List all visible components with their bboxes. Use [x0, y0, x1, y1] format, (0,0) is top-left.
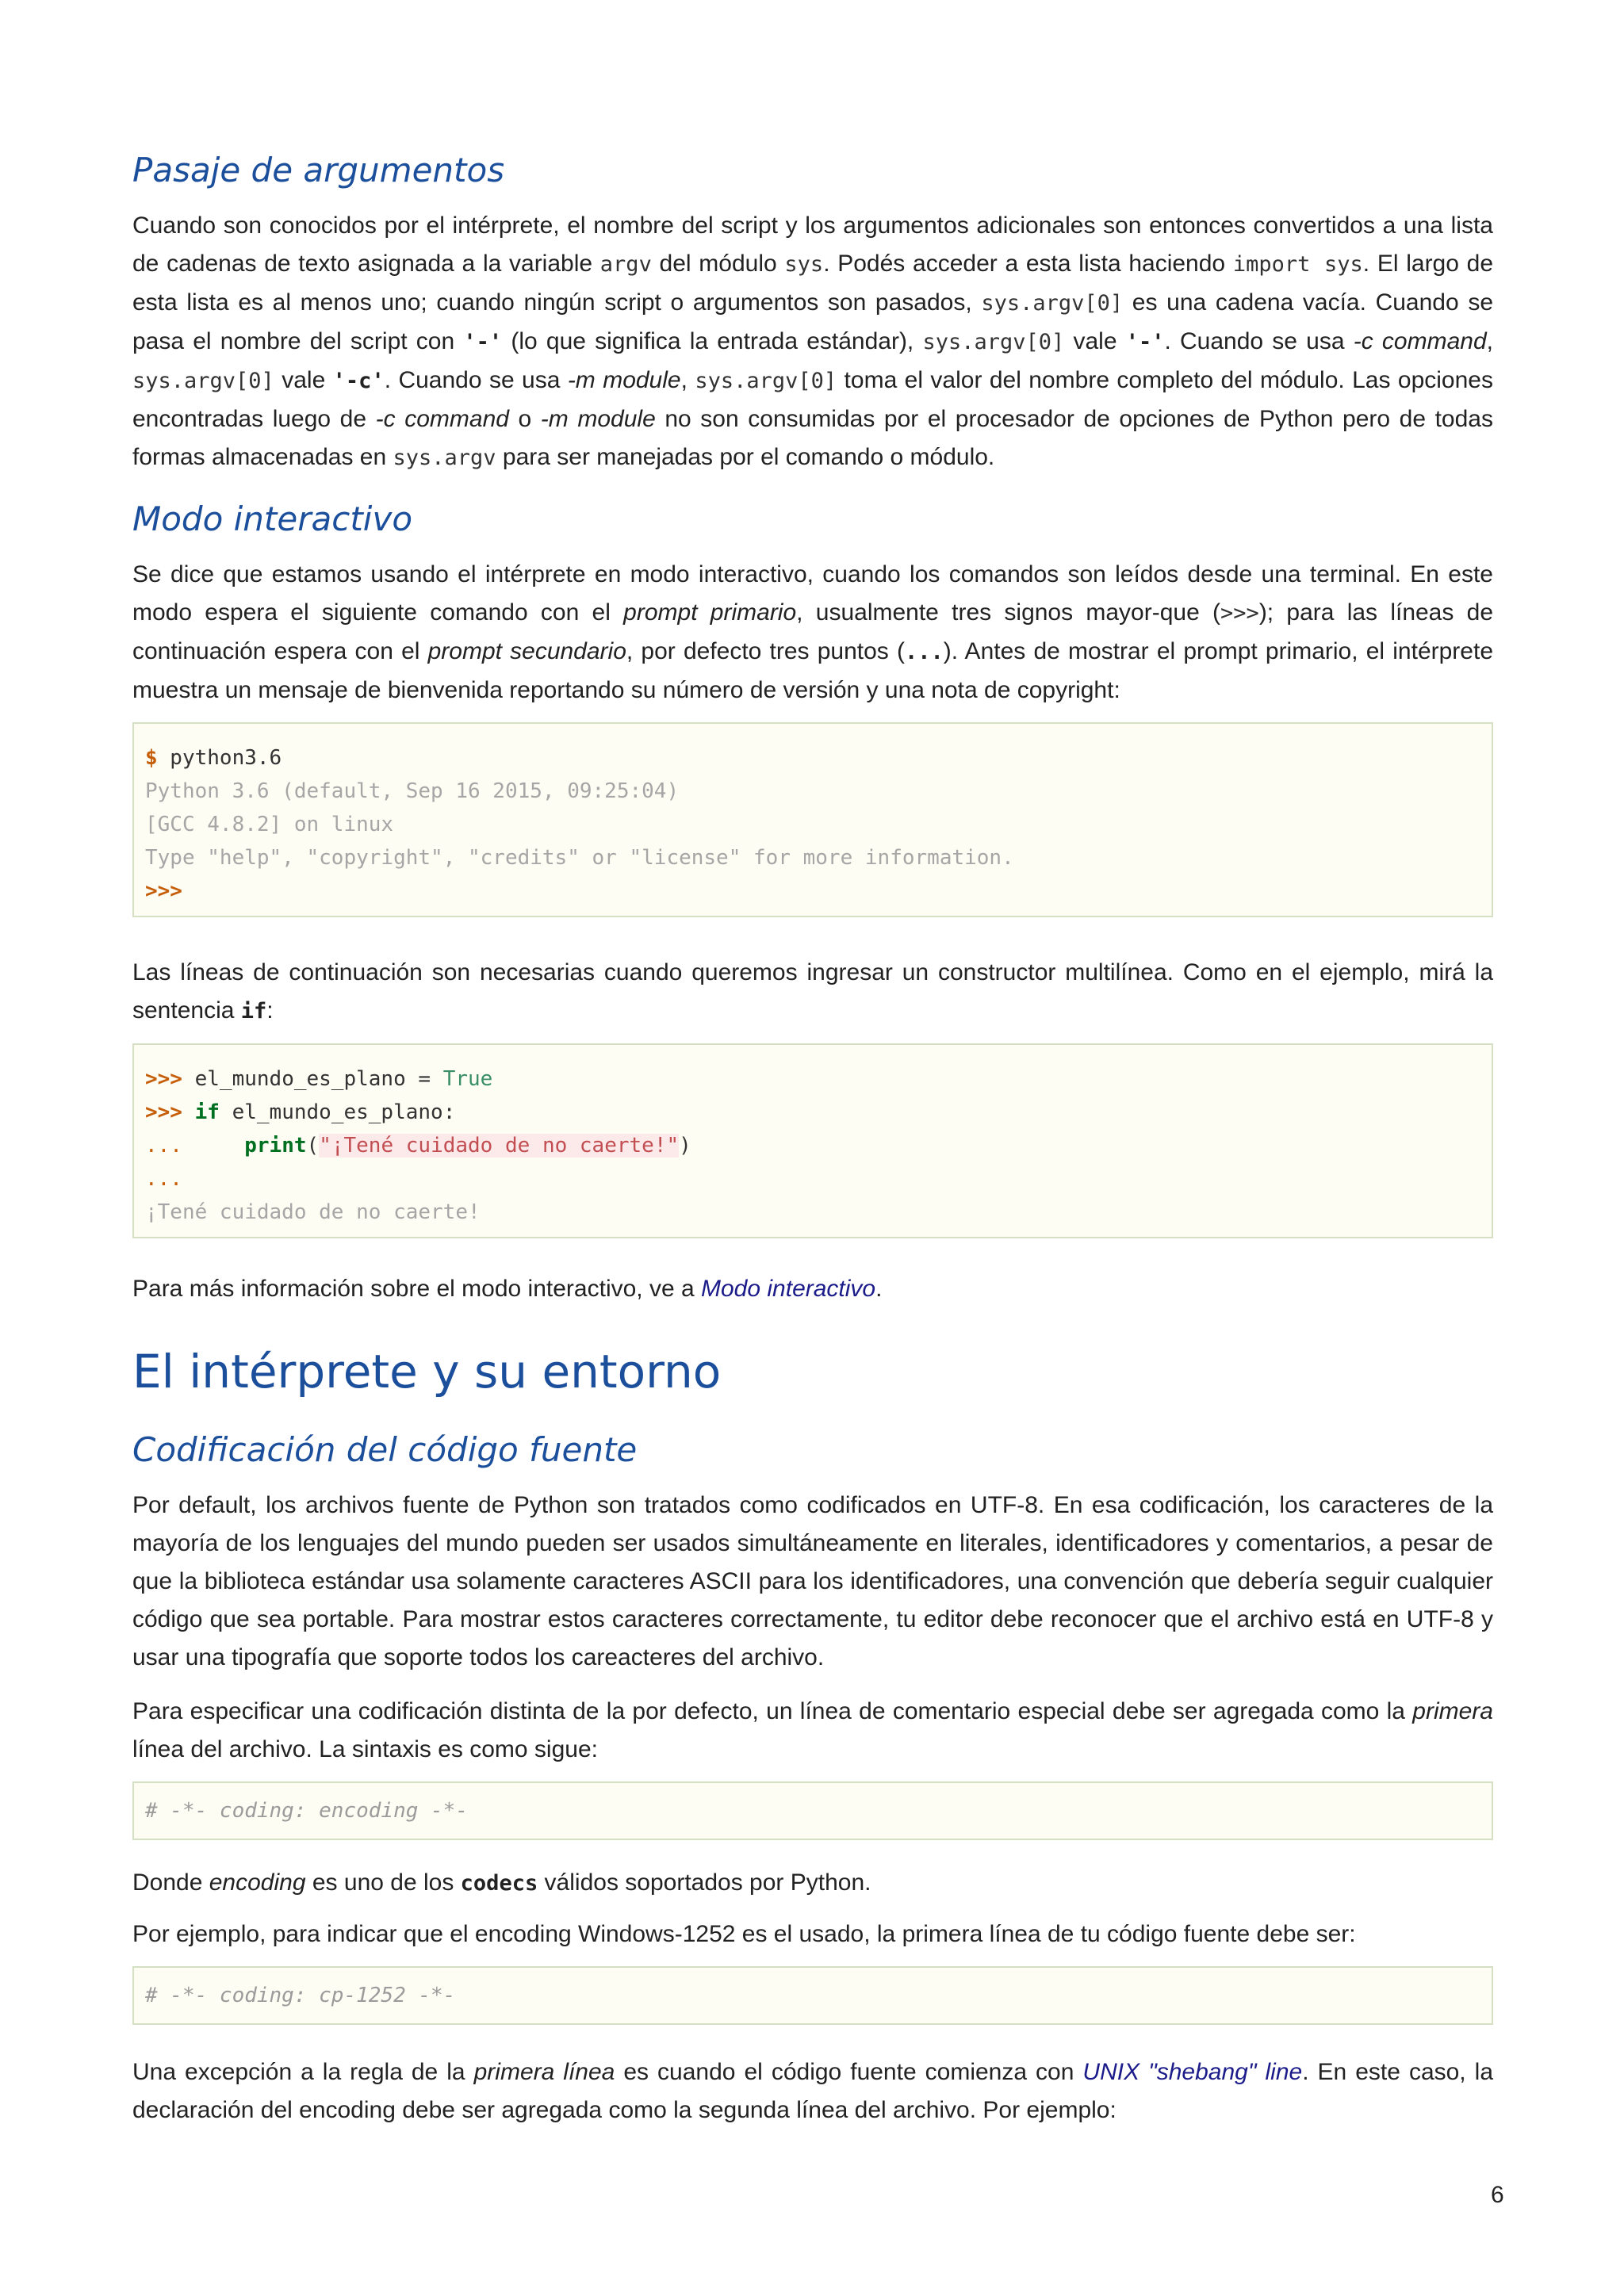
- text: Se dice que estamos usando el intérprete en modo interactivo, cuando los comandos son leídos desde una terminal. En este modo espera el siguiente comando con el: [132, 561, 1493, 626]
- code-line: [145, 1062, 1480, 1096]
- text: Para especificar una codificación distinta de la por defecto, un línea de comentario especial debe ser agregada como la: [132, 1698, 1413, 1724]
- text: (lo que significa la entrada estándar),: [502, 328, 923, 354]
- code-dash-c: '-c': [332, 369, 385, 393]
- heading-codificacion: Codificación del código fuente: [132, 1430, 638, 1469]
- text: Para más información sobre el modo interactivo, ve a: [132, 1276, 701, 1302]
- code-import-sys: import sys: [1232, 252, 1363, 277]
- page-number: 6: [1491, 2182, 1504, 2208]
- code-sys-argv-0: sys.argv[0]: [132, 369, 274, 393]
- code-output-line: Type "help", "copyright", "credits" or "license" for more information.: [145, 846, 1014, 870]
- indent: [182, 1134, 244, 1158]
- text: línea del archivo. La sintaxis es como sigue:: [132, 1736, 598, 1762]
- emphasis: -c command: [375, 406, 509, 432]
- code-sys-argv-0: sys.argv[0]: [981, 291, 1124, 316]
- heading-pasaje-de-argumentos: Pasaje de argumentos: [132, 151, 505, 189]
- paragraph-modo-interactivo: [132, 556, 1493, 710]
- code-output-line: Python 3.6 (default, Sep 16 2015, 09:25:04): [145, 779, 680, 803]
- code-line: [145, 1162, 1480, 1196]
- text: . Cuando se usa: [384, 367, 568, 393]
- paren: ): [679, 1134, 691, 1158]
- text: para ser manejadas por el comando o módulo.: [496, 444, 995, 470]
- heading-modo-interactivo: Modo interactivo: [132, 499, 413, 538]
- python-prompt: >>>: [145, 1100, 182, 1124]
- link-unix-shebang[interactable]: UNIX "shebang" line: [1082, 2059, 1303, 2085]
- code-line: [145, 1096, 1480, 1129]
- code-primary-prompt: >>>: [1220, 601, 1259, 626]
- code-block-coding-cp1252: [132, 1966, 1493, 2025]
- text: no son consumidas por el procesador de opciones de Python pero de todas formas almacenadas en: [132, 406, 1493, 470]
- code-sys-argv-0: sys.argv[0]: [695, 369, 837, 393]
- continuation-prompt: ...: [145, 1167, 182, 1191]
- text: ). Antes de mostrar el prompt primario, el intérprete muestra un mensaje de bienvenida reportando su número de versión y una nota de copyright:: [132, 638, 1494, 703]
- emphasis: prompt secundario: [427, 638, 626, 664]
- emphasis: primera: [1412, 1698, 1493, 1724]
- code-comment: # -*- coding: cp-1252 -*-: [145, 1984, 456, 2007]
- emphasis: prompt primario: [623, 599, 797, 626]
- emphasis: encoding: [209, 1869, 306, 1896]
- command: python3.6: [157, 746, 282, 770]
- text: o: [508, 406, 541, 432]
- paragraph-continuation-lines: [132, 954, 1493, 1031]
- code-output-line: [GCC 4.8.2] on linux: [145, 813, 394, 836]
- text: ,: [1486, 328, 1493, 354]
- python-prompt: >>>: [145, 879, 182, 903]
- string-literal: "¡Tené cuidado de no caerte!": [319, 1134, 680, 1158]
- paragraph-por-ejemplo: Por ejemplo, para indicar que el encoding Windows-1252 es el usado, la primera línea de tu código fuente debe ser:: [132, 1921, 1356, 1947]
- emphasis: -m module: [567, 367, 681, 393]
- shell-prompt: $: [145, 746, 158, 770]
- paragraph-argumentos: [132, 207, 1493, 477]
- text: válidos soportados por Python.: [538, 1869, 871, 1896]
- paragraph-utf8: Por default, los archivos fuente de Python son tratados como codificados en UTF-8. En esa codificación, los caracteres de la mayoría de los lenguajes del mundo pueden ser usados simultáneamente en literales, identificadores y comentarios, a pesar de que la biblioteca estándar usa solamente caracteres ASCII para los identificadores, una convención que debería seguir cualquier código que sea portable. Para mostrar estos caracteres correctamente, tu editor debe reconocer que el archivo está en UTF-8 y usar una tipografía que soporte todos los careacteres del archivo.: [132, 1492, 1493, 1670]
- text: Donde: [132, 1869, 209, 1896]
- code-sys: sys: [784, 252, 824, 277]
- code-line: [145, 874, 1480, 908]
- code-if: if: [240, 999, 267, 1024]
- emphasis: -m module: [540, 406, 656, 432]
- text: Las líneas de continuación son necesarias cuando queremos ingresar un constructor multilínea. Como en el ejemplo, mirá la sentencia: [132, 959, 1493, 1024]
- code-block-coding-encoding: [132, 1781, 1493, 1840]
- builtin: print: [244, 1134, 307, 1158]
- code-secondary-prompt: ...: [904, 640, 944, 664]
- heading-interprete-entorno: El intérprete y su entorno: [132, 1345, 722, 1399]
- text: del módulo: [651, 251, 785, 277]
- text: vale: [1064, 328, 1126, 354]
- text: . Podés acceder a esta lista haciendo: [823, 251, 1233, 277]
- paragraph-especificar-codificacion: [132, 1693, 1493, 1769]
- code-codecs: codecs: [460, 1871, 538, 1896]
- text: , usualmente tres signos mayor-que (: [796, 599, 1221, 626]
- keyword-constant: True: [442, 1067, 493, 1091]
- code-sys-argv-0: sys.argv[0]: [922, 330, 1065, 354]
- code-argv: argv: [599, 252, 652, 277]
- text: vale: [274, 367, 333, 393]
- code-block-python-startup: [132, 722, 1493, 917]
- text: , por defecto tres puntos (: [626, 638, 905, 664]
- paragraph-excepcion: [132, 2053, 1493, 2130]
- document-page: [132, 151, 1493, 2145]
- text: Cuando son conocidos por el intérprete, el nombre del script y los argumentos adicionales son entonces convertidos a una lista de cadenas de texto asignada a la variable: [132, 212, 1493, 277]
- code-sys-argv: sys.argv: [393, 446, 496, 470]
- code-line: [145, 741, 1480, 775]
- python-prompt: >>>: [145, 1067, 182, 1091]
- continuation-prompt: ...: [145, 1134, 182, 1158]
- code-output-line: ¡Tené cuidado de no caerte!: [145, 1200, 481, 1224]
- code-comment: # -*- coding: encoding -*-: [145, 1799, 468, 1823]
- keyword: if: [182, 1100, 220, 1124]
- text: . El largo de esta lista es al menos uno; cuando ningún script o argumentos son pasados,: [132, 251, 1494, 316]
- code-dash: '-': [463, 330, 503, 354]
- text: ,: [680, 367, 695, 393]
- code-text: el_mundo_es_plano =: [182, 1067, 443, 1091]
- code-line: [145, 1129, 1480, 1162]
- text: toma el valor del nombre completo del módulo. Las opciones encontradas luego de: [132, 367, 1493, 432]
- paragraph-more-info: [132, 1270, 1493, 1308]
- emphasis: primera línea: [473, 2059, 615, 2085]
- paren: (: [306, 1134, 320, 1158]
- link-modo-interactivo[interactable]: Modo interactivo: [701, 1276, 876, 1302]
- text: :: [266, 997, 274, 1024]
- text: .: [875, 1276, 883, 1302]
- code-dash: '-': [1125, 330, 1165, 354]
- text: es una cadena vacía. Cuando se pasa el nombre del script con: [132, 289, 1494, 354]
- text: . Cuando se usa: [1164, 328, 1354, 354]
- text: es uno de los: [305, 1869, 461, 1896]
- text: es cuando el código fuente comienza con: [615, 2059, 1083, 2085]
- code-text: el_mundo_es_plano:: [219, 1100, 456, 1124]
- code-block-if-example: [132, 1043, 1493, 1238]
- text: Una excepción a la regla de la: [132, 2059, 474, 2085]
- text: ); para las líneas de continuación espera con el: [132, 599, 1493, 664]
- emphasis: -c command: [1353, 328, 1487, 354]
- text: . En este caso, la declaración del encoding debe ser agregada como la segunda línea del archivo. Por ejemplo:: [132, 2059, 1493, 2123]
- paragraph-donde-encoding: [132, 1864, 1493, 1903]
